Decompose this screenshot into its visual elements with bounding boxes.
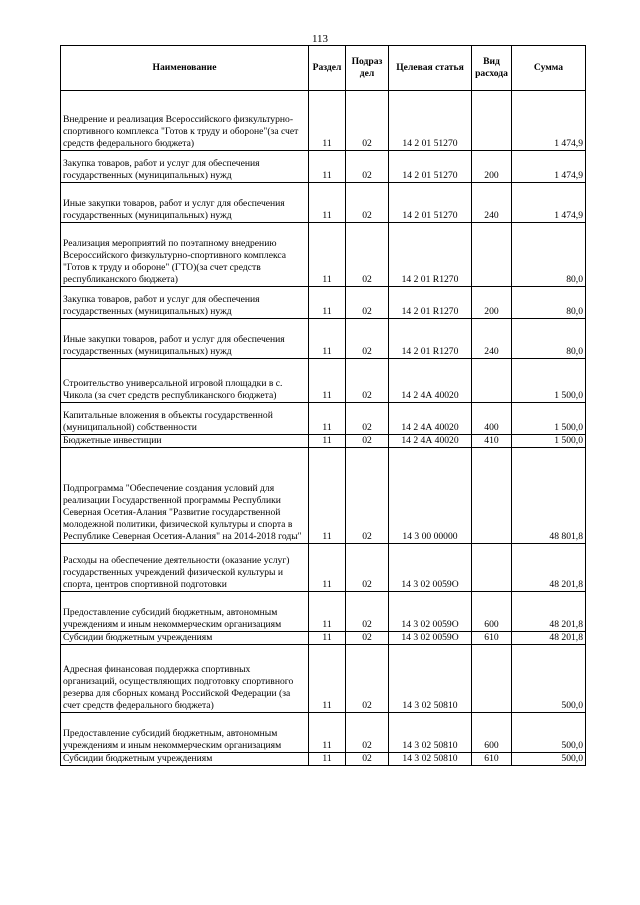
row-name: Закупка товаров, работ и услуг для обеспечения государственных (муниципальных) нужд <box>61 151 309 183</box>
row-section: 11 <box>309 183 346 223</box>
row-name: Иные закупки товаров, работ и услуг для обеспечения государственных (муниципальных) нужд <box>61 183 309 223</box>
table-row <box>61 183 586 223</box>
row-amount: 500,0 <box>512 645 586 713</box>
row-amount: 1 474,9 <box>512 151 586 183</box>
header-target-article: Целевая статья <box>389 46 472 91</box>
row-expense-type <box>472 359 512 403</box>
row-section: 11 <box>309 319 346 359</box>
row-subsection: 02 <box>346 183 389 223</box>
budget-table <box>60 45 586 766</box>
table-row <box>61 151 586 183</box>
row-name: Подпрограмма "Обеспечение создания условий для реализации Государственной программы Республики Северная Осетия-Алания "Развитие государственной молодежной политики, физической культуры и спорта в Республике Северная Осетия-Алания" на 2014-2018 годы" <box>61 448 309 544</box>
row-target-article: 14 2 01 51270 <box>389 91 472 151</box>
row-amount: 48 201,8 <box>512 592 586 632</box>
header-expense-type: Вид расхода <box>472 46 512 91</box>
row-target-article: 14 2 4А 40020 <box>389 403 472 435</box>
row-amount: 500,0 <box>512 713 586 753</box>
row-subsection: 02 <box>346 319 389 359</box>
table-row <box>61 632 586 645</box>
row-name: Предоставление субсидий бюджетным, автономным учреждениям и иным некоммерческим организациям <box>61 592 309 632</box>
row-target-article: 14 3 00 00000 <box>389 448 472 544</box>
row-name: Закупка товаров, работ и услуг для обеспечения государственных (муниципальных) нужд <box>61 287 309 319</box>
row-section: 11 <box>309 223 346 287</box>
row-amount: 1 474,9 <box>512 183 586 223</box>
row-expense-type: 600 <box>472 713 512 753</box>
row-target-article: 14 2 01 R1270 <box>389 319 472 359</box>
row-expense-type: 610 <box>472 753 512 766</box>
row-subsection: 02 <box>346 448 389 544</box>
row-target-article: 14 3 02 0059О <box>389 632 472 645</box>
row-section: 11 <box>309 91 346 151</box>
row-name: Строительство универсальной игровой площадки в с. Чикола (за счет средств республиканского бюджета) <box>61 359 309 403</box>
row-target-article: 14 2 01 R1270 <box>389 287 472 319</box>
table-row <box>61 713 586 753</box>
row-amount: 48 201,8 <box>512 544 586 592</box>
row-target-article: 14 3 02 0059О <box>389 544 472 592</box>
row-section: 11 <box>309 632 346 645</box>
row-section: 11 <box>309 645 346 713</box>
row-name: Иные закупки товаров, работ и услуг для обеспечения государственных (муниципальных) нужд <box>61 319 309 359</box>
row-expense-type: 600 <box>472 592 512 632</box>
row-target-article: 14 2 4А 40020 <box>389 359 472 403</box>
row-subsection: 02 <box>346 592 389 632</box>
row-expense-type <box>472 223 512 287</box>
row-subsection: 02 <box>346 435 389 448</box>
table-row <box>61 91 586 151</box>
row-amount: 1 500,0 <box>512 403 586 435</box>
row-expense-type <box>472 544 512 592</box>
row-subsection: 02 <box>346 753 389 766</box>
row-expense-type: 400 <box>472 403 512 435</box>
page-number: 113 <box>311 33 329 45</box>
row-amount: 500,0 <box>512 753 586 766</box>
row-name: Бюджетные инвестиции <box>61 435 309 448</box>
row-amount: 80,0 <box>512 319 586 359</box>
row-target-article: 14 3 02 50810 <box>389 753 472 766</box>
row-subsection: 02 <box>346 223 389 287</box>
row-expense-type: 200 <box>472 287 512 319</box>
row-subsection: 02 <box>346 91 389 151</box>
row-subsection: 02 <box>346 632 389 645</box>
row-name: Адресная финансовая поддержка спортивных организаций, осуществляющих подготовку спортивного резерва для сборных команд Российской Федерации (за счет средств федерального бюджета) <box>61 645 309 713</box>
row-name: Капитальные вложения в объекты государственной (муниципальной) собственности <box>61 403 309 435</box>
row-subsection: 02 <box>346 403 389 435</box>
row-expense-type: 200 <box>472 151 512 183</box>
row-expense-type <box>472 645 512 713</box>
table-row <box>61 403 586 435</box>
row-section: 11 <box>309 592 346 632</box>
row-name: Внедрение и реализация Всероссийского физкультурно-спортивного комплекса "Готов к труду и обороне"(за счет средств федерального бюджета) <box>61 91 309 151</box>
row-name: Субсидии бюджетным учреждениям <box>61 632 309 645</box>
row-amount: 48 801,8 <box>512 448 586 544</box>
row-target-article: 14 3 02 50810 <box>389 645 472 713</box>
header-amount: Сумма <box>512 46 586 91</box>
row-amount: 1 474,9 <box>512 91 586 151</box>
table-header-row <box>61 46 586 91</box>
table-row <box>61 223 586 287</box>
row-amount: 80,0 <box>512 287 586 319</box>
row-target-article: 14 3 02 50810 <box>389 713 472 753</box>
row-section: 11 <box>309 359 346 403</box>
row-amount: 80,0 <box>512 223 586 287</box>
row-expense-type: 410 <box>472 435 512 448</box>
row-amount: 1 500,0 <box>512 359 586 403</box>
row-target-article: 14 2 01 51270 <box>389 183 472 223</box>
row-section: 11 <box>309 403 346 435</box>
row-subsection: 02 <box>346 359 389 403</box>
table-row <box>61 435 586 448</box>
row-subsection: 02 <box>346 287 389 319</box>
row-section: 11 <box>309 151 346 183</box>
header-name: Наименование <box>61 46 309 91</box>
row-section: 11 <box>309 287 346 319</box>
row-name: Субсидии бюджетным учреждениям <box>61 753 309 766</box>
table-row <box>61 753 586 766</box>
row-subsection: 02 <box>346 713 389 753</box>
row-section: 11 <box>309 713 346 753</box>
row-target-article: 14 2 01 R1270 <box>389 223 472 287</box>
row-expense-type: 610 <box>472 632 512 645</box>
table-body <box>61 91 586 766</box>
row-name: Расходы на обеспечение деятельности (оказание услуг) государственных учреждений физической культуры и спорта, центров спортивной подготовки <box>61 544 309 592</box>
row-target-article: 14 3 02 0059О <box>389 592 472 632</box>
table-row <box>61 448 586 544</box>
table-row <box>61 544 586 592</box>
header-subsection: Подраз дел <box>346 46 389 91</box>
row-section: 11 <box>309 448 346 544</box>
row-amount: 48 201,8 <box>512 632 586 645</box>
row-section: 11 <box>309 753 346 766</box>
row-target-article: 14 2 4А 40020 <box>389 435 472 448</box>
row-section: 11 <box>309 435 346 448</box>
table-row <box>61 592 586 632</box>
row-name: Реализация мероприятий по поэтапному внедрению Всероссийского физкультурно-спортивного комплекса "Готов к труду и обороне" (ГТО)(за счет средств республиканского бюджета) <box>61 223 309 287</box>
table-row <box>61 359 586 403</box>
header-section: Раздел <box>309 46 346 91</box>
row-expense-type <box>472 91 512 151</box>
table-row <box>61 287 586 319</box>
row-subsection: 02 <box>346 151 389 183</box>
row-target-article: 14 2 01 51270 <box>389 151 472 183</box>
row-subsection: 02 <box>346 645 389 713</box>
table-row <box>61 645 586 713</box>
row-expense-type <box>472 448 512 544</box>
row-name: Предоставление субсидий бюджетным, автономным учреждениям и иным некоммерческим организациям <box>61 713 309 753</box>
table-row <box>61 319 586 359</box>
row-expense-type: 240 <box>472 319 512 359</box>
row-amount: 1 500,0 <box>512 435 586 448</box>
row-subsection: 02 <box>346 544 389 592</box>
row-expense-type: 240 <box>472 183 512 223</box>
row-section: 11 <box>309 544 346 592</box>
